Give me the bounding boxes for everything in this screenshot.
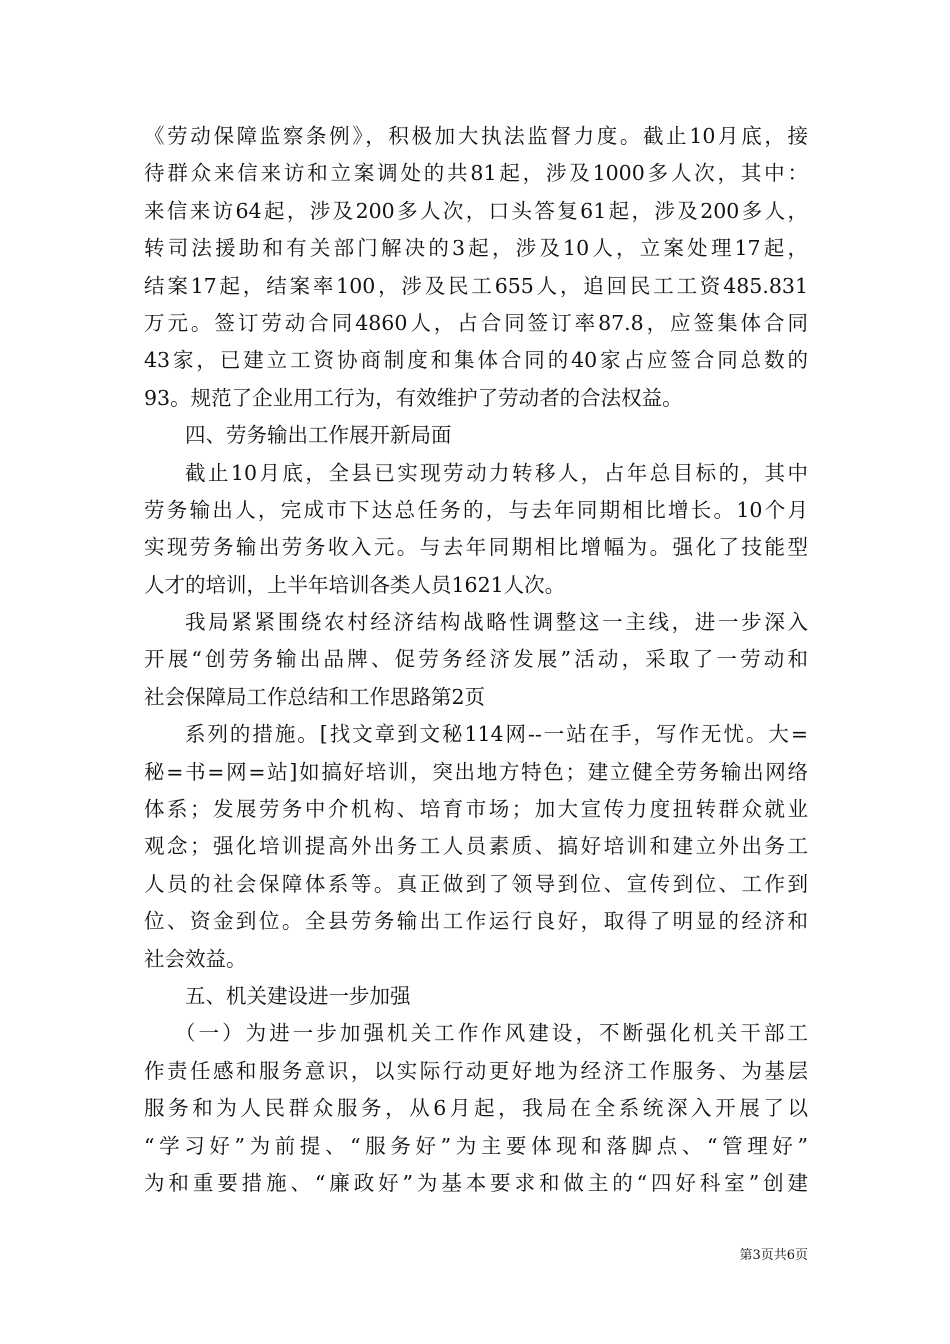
text-line: 作责任感和服务意识，以实际行动更好地为经济工作服务、为基层 — [144, 1058, 808, 1083]
text-line: 待群众来信来访和立案调处的共81起，涉及1000多人次，其中： — [144, 161, 808, 186]
text-line: 人才的培训，上半年培训各类人员1621人次。 — [144, 572, 566, 597]
text-line: 实现劳务输出劳务收入元。与去年同期相比增幅为。强化了技能型 — [144, 535, 808, 560]
section-heading: 五、机关建设进一步加强 — [185, 983, 411, 1008]
paragraph-first-line: （一）为进一步加强机关工作作风建设，不断强化机关干部工 — [175, 1021, 808, 1046]
text-line: 体系；发展劳务中介机构、培育市场；加大宣传力度扭转群众就业 — [144, 797, 808, 822]
text-line: 社会保障局工作总结和工作思路第2页 — [144, 684, 486, 709]
text-line: 服务和为人民群众服务，从6月起，我局在全系统深入开展了以 — [144, 1096, 808, 1121]
text-line: 秘=书=网=站]如搞好培训，突出地方特色；建立健全劳务输出网络 — [144, 759, 808, 784]
text-line: “学习好”为前提、“服务好”为主要体现和落脚点、“管理好” — [144, 1133, 808, 1158]
text-line: 社会效益。 — [144, 946, 247, 971]
text-line: 劳务输出人，完成市下达总任务的，与去年同期相比增长。10个月 — [144, 497, 808, 522]
document-body — [144, 118, 808, 1202]
text-line: 转司法援助和有关部门解决的3起，涉及10人，立案处理17起， — [144, 236, 808, 261]
text-line: 为和重要措施、“廉政好”为基本要求和做主的“四好科室”创建 — [144, 1170, 808, 1195]
paragraph-first-line: 我局紧紧围绕农村经济结构战略性调整这一主线，进一步深入 — [185, 610, 808, 635]
text-line: 人员的社会保障体系等。真正做到了领导到位、宣传到位、工作到 — [144, 871, 808, 896]
paragraph-first-line: 系列的措施。[找文章到文秘114网--一站在手，写作无忧。大= — [185, 722, 808, 747]
text-line: 《劳动保障监察条例》，积极加大执法监督力度。截止10月底，接 — [144, 124, 808, 148]
text-line: 位、资金到位。全县劳务输出工作运行良好，取得了明显的经济和 — [144, 909, 808, 934]
text-line: 43家，已建立工资协商制度和集体合同的40家占应签合同总数的 — [144, 348, 808, 373]
text-line: 来信来访64起，涉及200多人次，口头答复61起，涉及200多人， — [144, 198, 808, 223]
section-heading: 四、劳务输出工作展开新局面 — [185, 423, 452, 448]
text-line: 93。规范了企业用工行为，有效维护了劳动者的合法权益。 — [144, 385, 683, 410]
text-line: 结案17起，结案率100，涉及民工655人，追回民工工资485.831 — [144, 273, 808, 298]
text-line: 观念；强化培训提高外出务工人员素质、搞好培训和建立外出务工 — [144, 834, 808, 859]
paragraph-first-line: 截止10月底，全县已实现劳动力转移人，占年总目标的，其中 — [185, 460, 808, 485]
text-line: 万元。签订劳动合同4860人，占合同签订率87.8，应签集体合同 — [144, 310, 808, 335]
text-line: 开展“创劳务输出品牌、促劳务经济发展”活动，采取了一劳动和 — [144, 647, 808, 672]
page-number: 第3页共6页 — [739, 1248, 808, 1263]
